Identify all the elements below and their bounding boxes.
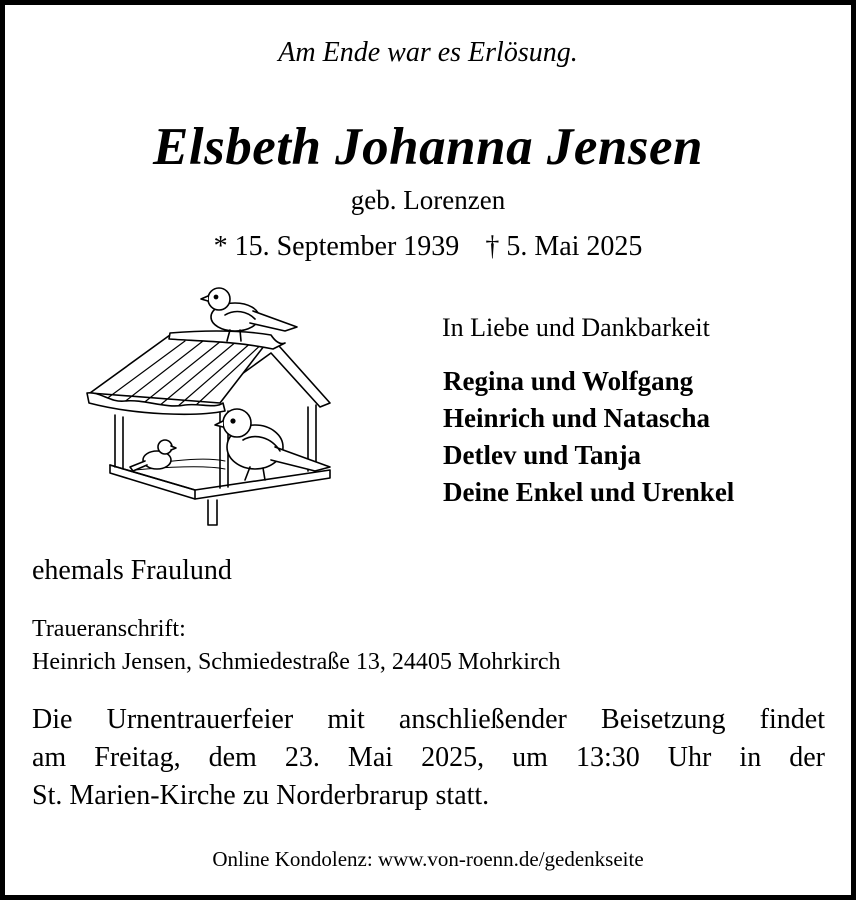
address-line: Heinrich Jensen, Schmiedestraße 13, 24405 Mohrkirch (32, 649, 561, 675)
mourning-address (32, 613, 561, 679)
life-dates (5, 231, 851, 263)
mourner-name: Deine Enkel und Urenkel (443, 477, 735, 507)
ceremony-line: St. Marien-Kirche zu Norderbrarup statt. (32, 780, 490, 811)
death-date: † 5. Mai 2025 (485, 231, 643, 262)
mourner-name: Regina und Wolfgang (443, 366, 694, 396)
former-residence: ehemals Fraulund (32, 555, 232, 586)
mourning-intro: In Liebe und Dankbarkeit (442, 313, 710, 342)
bird-feeder-with-birds-icon (75, 275, 355, 530)
mourner-name: Heinrich und Natascha (443, 403, 711, 433)
ceremony-details (32, 701, 825, 815)
ceremony-line: am Freitag, dem 23. Mai 2025, um 13:30 Uhr in der (32, 742, 825, 773)
maiden-name: geb. Lorenzen (350, 185, 506, 215)
motto: Am Ende war es Erlösung. (278, 37, 578, 68)
mourner-name: Detlev und Tanja (443, 440, 642, 470)
address-label: Traueranschrift: (32, 616, 186, 642)
online-condolence: Online Kondolenz: www.von-roenn.de/gedenkseite (212, 847, 644, 871)
deceased-name: Elsbeth Johanna Jensen (153, 118, 703, 176)
ceremony-line: Die Urnentrauerfeier mit anschließender Beisetzung findet (32, 704, 825, 735)
birth-date: * 15. September 1939 (213, 231, 460, 262)
mourners-list (443, 363, 734, 511)
